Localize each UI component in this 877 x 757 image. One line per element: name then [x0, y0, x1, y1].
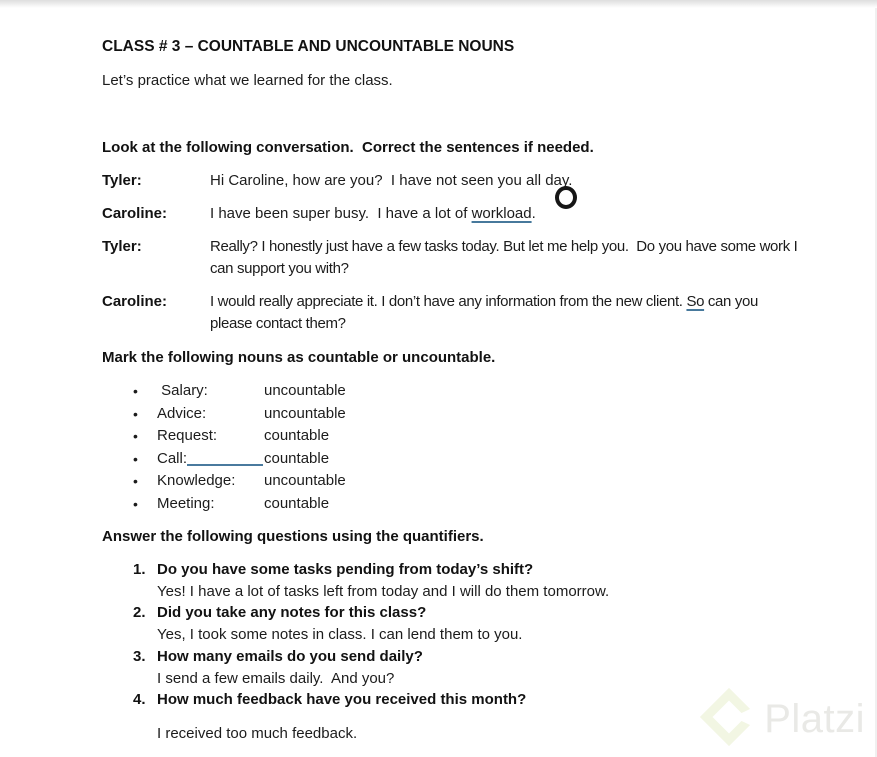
noun-label: Advice:: [157, 404, 207, 422]
noun-label: Knowledge:: [157, 472, 236, 489]
answer-text: I received too much feedback.: [157, 724, 358, 742]
bullet-icon: •: [133, 383, 138, 399]
speaker-label: Caroline:: [102, 293, 168, 310]
bullet-icon: •: [133, 428, 138, 444]
noun-label: Call:: [157, 448, 264, 471]
noun-label: Request:: [157, 427, 218, 444]
question-text: Do you have some tasks pending from today’s shift?: [157, 561, 534, 578]
noun-item: [102, 448, 841, 471]
noun-value: countable: [264, 427, 330, 444]
answer-text: I send a few emails daily. And you?: [157, 669, 395, 687]
dialogue-text-post: can you please contact them?: [210, 293, 762, 332]
noun-label: Salary:: [157, 382, 208, 399]
dialogue-turn: [102, 291, 841, 335]
noun-value: uncountable: [264, 404, 346, 422]
dialogue-text-pre: I have been super busy. I have a lot of: [210, 205, 472, 222]
platzi-logo-icon: [700, 687, 758, 751]
bullet-icon: •: [133, 495, 138, 512]
noun-item: [102, 493, 841, 516]
dialogue-text: [210, 203, 802, 225]
platzi-wordmark: Platzi: [764, 697, 865, 741]
section-heading-conversation: Look at the following conversation. Correct the sentences if needed.: [102, 139, 594, 156]
question-item: [102, 559, 841, 581]
noun-value: uncountable: [264, 382, 346, 399]
section-heading-questions: Answer the following questions using the quantifiers.: [102, 528, 484, 545]
bullet-icon: •: [133, 473, 138, 489]
dialogue-text-pre: I would really appreciate it. I don’t have any information from the new client.: [210, 293, 687, 310]
dialogue-turn: [102, 170, 841, 192]
speaker-label: Caroline:: [102, 205, 168, 222]
underlined-word: So: [686, 293, 705, 310]
dialogue-text-post: .: [531, 205, 536, 222]
question-item: [102, 602, 841, 624]
noun-item: [102, 403, 841, 426]
platzi-watermark: [700, 687, 865, 751]
page-title: CLASS # 3 – COUNTABLE AND UNCOUNTABLE NOUNS: [102, 38, 515, 55]
question-number: 1.: [133, 561, 146, 578]
dialogue-text: [210, 291, 802, 335]
fill-blank-underline: [187, 448, 263, 467]
underlined-word: workload: [471, 205, 532, 222]
noun-item: [102, 380, 841, 403]
noun-value: countable: [264, 494, 330, 512]
speaker-label: Tyler:: [102, 172, 142, 189]
noun-item: [102, 470, 841, 493]
document-page: [102, 0, 841, 745]
noun-item: [102, 425, 841, 448]
section-heading-nouns: Mark the following nouns as countable or uncountable.: [102, 349, 496, 366]
noun-list: [102, 380, 841, 515]
question-item: [102, 646, 841, 668]
intro-text: Let’s practice what we learned for the class.: [102, 72, 393, 89]
speaker-label: Tyler:: [102, 238, 142, 255]
dialogue-text: Hi Caroline, how are you? I have not seen you all day.: [210, 172, 573, 189]
dialogue-turn: [102, 203, 841, 225]
dialogue-text: Really? I honestly just have a few tasks today. But let me help you. Do you have some work I can support you with?: [210, 238, 802, 277]
top-shadow: [0, 0, 877, 8]
question-text: How many emails do you send daily?: [157, 647, 423, 665]
correction-circle-annotation: [555, 186, 577, 209]
question-number: 4.: [133, 691, 146, 709]
noun-label: Meeting:: [157, 494, 215, 512]
answer-text: Yes, I took some notes in class. I can lend them to you.: [157, 626, 523, 644]
question-text: Did you take any notes for this class?: [157, 604, 427, 622]
question-text: How much feedback have you received this month?: [157, 691, 527, 709]
dialogue-turn: [102, 236, 841, 280]
noun-value: countable: [264, 449, 330, 467]
noun-value: uncountable: [264, 472, 346, 489]
bullet-icon: •: [133, 450, 138, 467]
question-number: 2.: [133, 604, 146, 622]
answer-text: Yes! I have a lot of tasks left from today and I will do them tomorrow.: [157, 582, 610, 600]
question-number: 3.: [133, 647, 146, 665]
bullet-icon: •: [133, 405, 138, 422]
